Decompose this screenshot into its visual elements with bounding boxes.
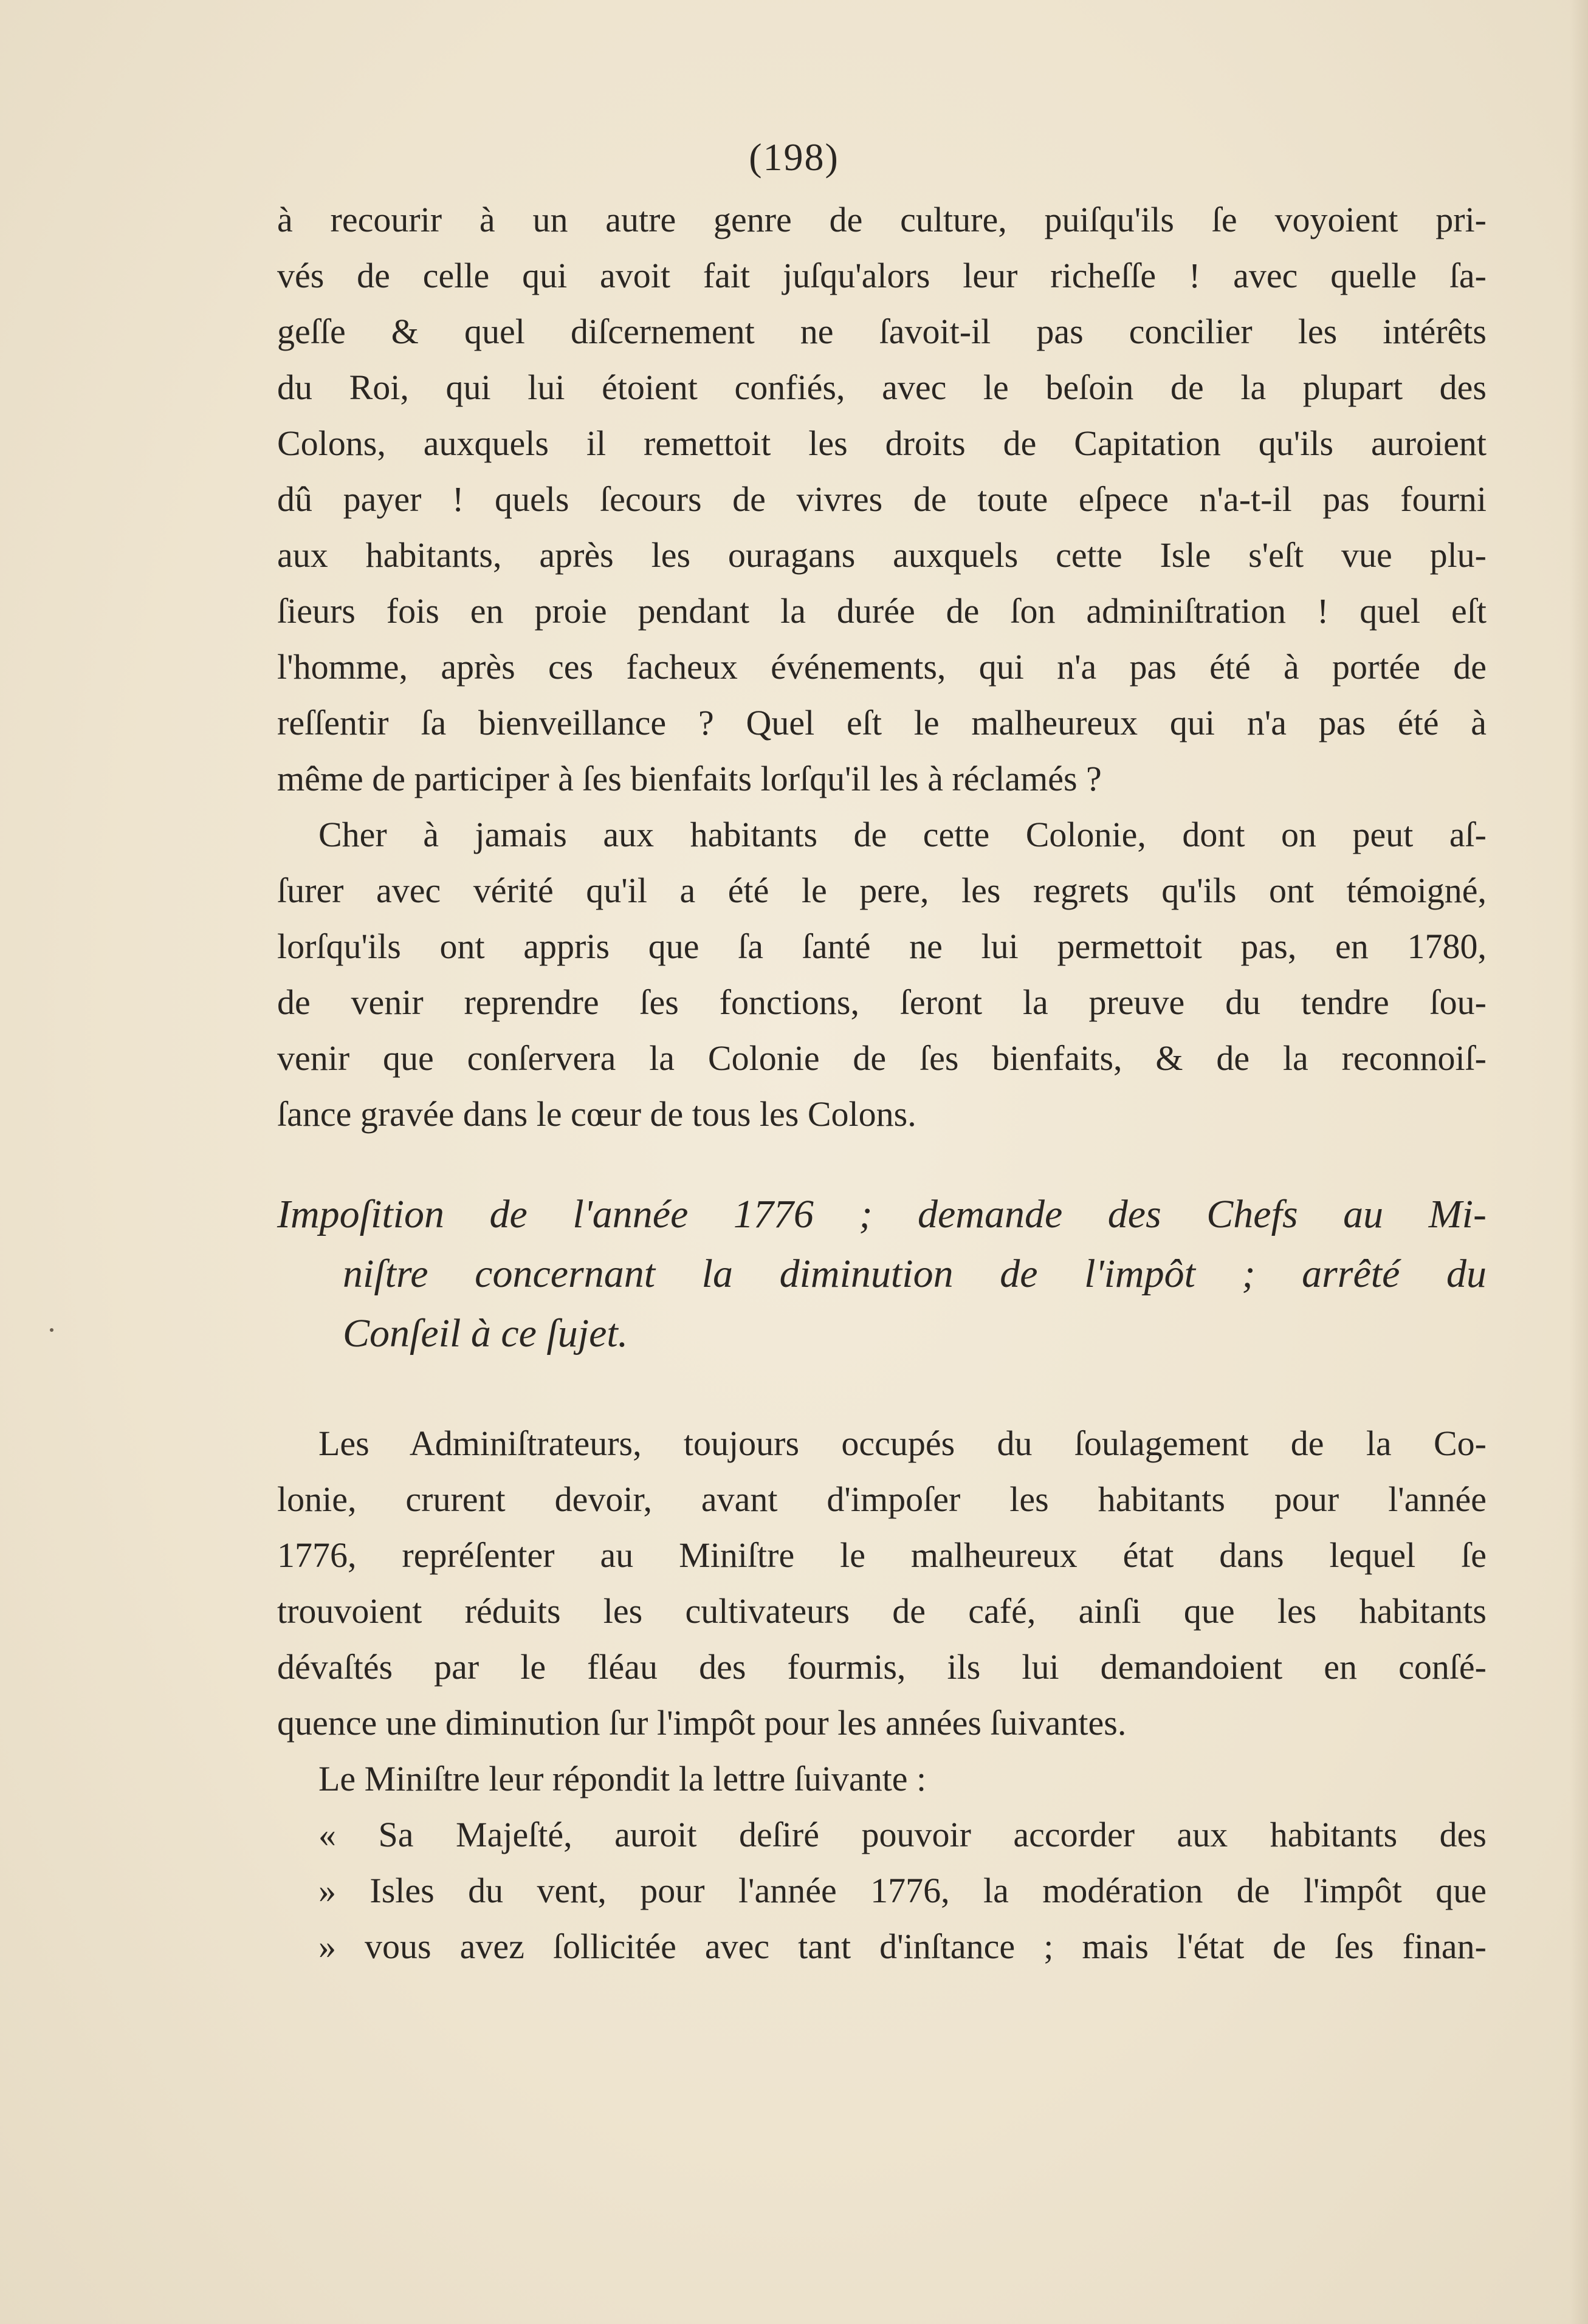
paragraph-2 xyxy=(277,807,1487,1142)
text-line: aux habitants, après les ouragans auxquels cette Isle s'eſt vue plu- xyxy=(277,535,1487,575)
heading-line: Conſeil à ce ſujet. xyxy=(343,1311,628,1356)
text-line: Les Adminiſtrateurs, toujours occupés du ſoulagement de la Co- xyxy=(318,1424,1487,1463)
text-line: du Roi, qui lui étoient confiés, avec le beſoin de la plupart des xyxy=(277,368,1487,407)
page-number: (198) xyxy=(749,135,839,179)
page-edge-shadow xyxy=(1570,0,1588,2324)
text-line: dû payer ! quels ſecours de vivres de toute eſpece n'a-t-il pas fourni xyxy=(277,479,1487,519)
text-line: 1776, repréſenter au Miniſtre le malheureux état dans lequel ſe xyxy=(277,1535,1487,1575)
text-line: vés de celle qui avoit fait juſqu'alors leur richeſſe ! avec quelle ſa- xyxy=(277,256,1487,295)
text-line: l'homme, après ces facheux événements, qui n'a pas été à portée de xyxy=(277,647,1487,687)
ink-speck xyxy=(50,1328,53,1332)
heading-line: Impoſition de l'année 1776 ; demande des Chefs au Mi- xyxy=(277,1192,1487,1236)
text-line: ſurer avec vérité qu'il a été le pere, les regrets qu'ils ont témoigné, xyxy=(277,871,1487,910)
text-line: lonie, crurent devoir, avant d'impoſer les habitants pour l'année xyxy=(277,1479,1487,1519)
quote-line: « Sa Majeſté, auroit deſiré pouvoir accorder aux habitants des xyxy=(318,1815,1487,1854)
section-heading xyxy=(277,1185,1487,1363)
text-line: dévaſtés par le fléau des fourmis, ils lui demandoient en conſé- xyxy=(277,1647,1487,1687)
text-line: geſſe & quel diſcernement ne ſavoit-il pas concilier les intérêts xyxy=(277,312,1487,351)
text-line: reſſentir ſa bienveillance ? Quel eſt le malheureux qui n'a pas été à xyxy=(277,703,1487,742)
text-line: venir que conſervera la Colonie de ſes bienfaits, & de la reconnoiſ- xyxy=(277,1038,1487,1078)
text-line: ſance gravée dans le cœur de tous les Colons. xyxy=(277,1094,916,1134)
quote-line: » vous avez ſollicitée avec tant d'inſtance ; mais l'état de ſes finan- xyxy=(318,1927,1487,1966)
paragraph-3 xyxy=(277,1416,1487,1751)
text-line: à recourir à un autre genre de culture, puiſqu'ils ſe voyoient pri- xyxy=(277,200,1487,239)
heading-line: niſtre concernant la diminution de l'impôt ; arrêté du xyxy=(343,1252,1487,1296)
text-line: ſieurs fois en proie pendant la durée de ſon adminiſtration ! quel eſt xyxy=(277,591,1487,631)
paragraph-4 xyxy=(277,1751,1487,1807)
text-line: trouvoient réduits les cultivateurs de café, ainſi que les habitants xyxy=(277,1591,1487,1631)
quoted-letter xyxy=(277,1807,1487,1975)
text-line: Colons, auxquels il remettoit les droits de Capitation qu'ils auroient xyxy=(277,423,1487,463)
paragraph-1 xyxy=(277,192,1487,807)
text-line: même de participer à ſes bienfaits lorſqu'il les à réclamés ? xyxy=(277,759,1102,798)
text-line: de venir reprendre ſes fonctions, ſeront la preuve du tendre ſou- xyxy=(277,982,1487,1022)
quote-line: » Isles du vent, pour l'année 1776, la modération de l'impôt que xyxy=(318,1871,1487,1910)
text-line: quence une diminution ſur l'impôt pour les années ſuivantes. xyxy=(277,1703,1127,1743)
text-line: lorſqu'ils ont appris que ſa ſanté ne lui permettoit pas, en 1780, xyxy=(277,927,1487,966)
text-line: Le Miniſtre leur répondit la lettre ſuivante : xyxy=(318,1759,927,1798)
text-line: Cher à jamais aux habitants de cette Colonie, dont on peut aſ- xyxy=(318,815,1487,854)
